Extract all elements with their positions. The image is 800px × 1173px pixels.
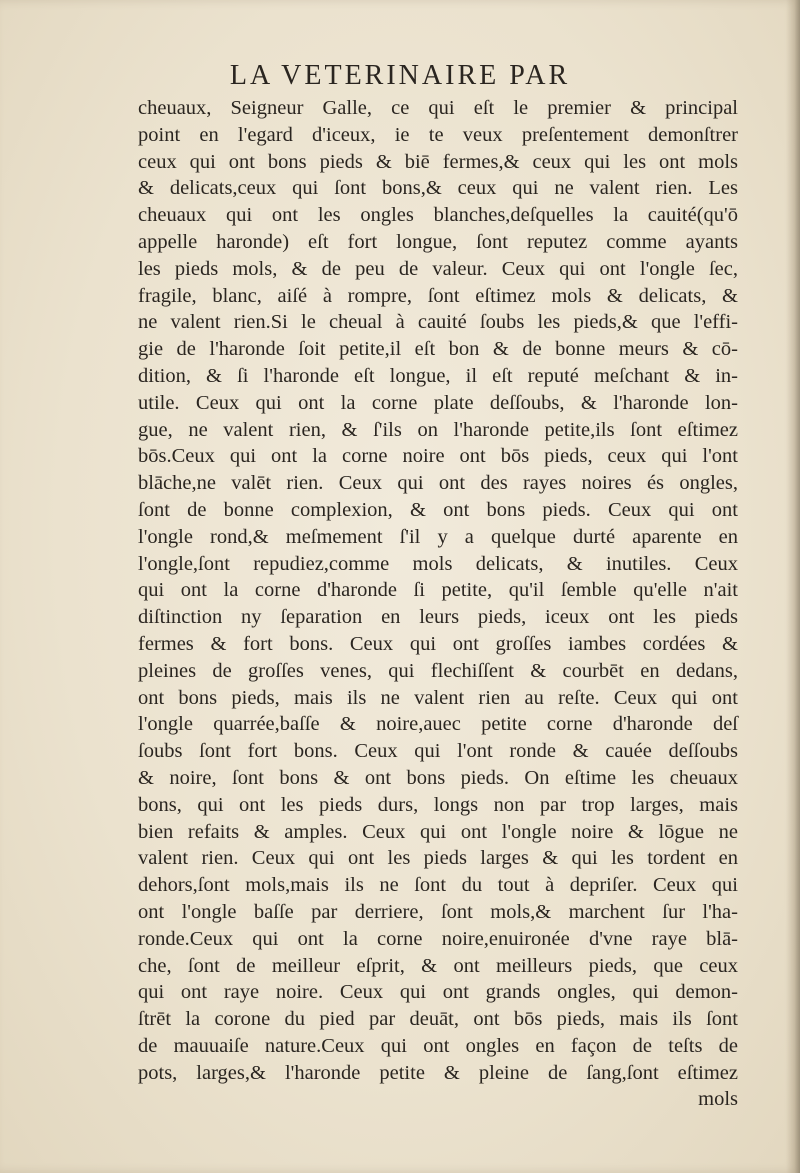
text-line: diſtinction ny ſeparation en leurs pieds, iceux ont les pieds — [138, 606, 738, 629]
text-line: les pieds mols, & de peu de valeur. Ceux qui ont l'ongle ſec, — [138, 257, 738, 280]
text-line: valent rien. Ceux qui ont les pieds larges & qui les tordent en — [138, 847, 738, 870]
text-line: gie de l'haronde ſoit petite,il eſt bon & de bonne meurs & cō- — [138, 338, 738, 361]
text-line: ſoubs ſont fort bons. Ceux qui l'ont ronde & cauée deſſoubs — [138, 740, 738, 763]
text-line: bons, qui ont les pieds durs, longs non par trop larges, mais — [138, 793, 738, 816]
text-line: ceux qui ont bons pieds & biē fermes,& ceux qui les ont mols — [138, 150, 738, 173]
text-line: qui ont la corne d'haronde ſi petite, qu'il ſemble qu'elle n'ait — [138, 579, 738, 602]
text-line: ont bons pieds, mais ils ne valent rien au reſte. Ceux qui ont — [138, 686, 738, 709]
text-line: cheuaux, Seigneur Galle, ce qui eſt le premier & principal — [138, 97, 738, 119]
text-line: point en l'egard d'iceux, ie te veux preſentement demonſtrer — [138, 123, 738, 146]
text-line: & noire, ſont bons & ont bons pieds. On eſtime les cheuaux — [138, 766, 738, 789]
text-line: bien refaits & amples. Ceux qui ont l'ongle noire & lōgue ne — [138, 820, 738, 843]
text-line: blāche,ne valēt rien. Ceux qui ont des rayes noires és ongles, — [138, 472, 738, 495]
text-line: de mauuaiſe nature.Ceux qui ont ongles en façon de teſts de — [138, 1034, 738, 1057]
text-line: l'ongle rond,& meſmement ſ'il y a quelque durté aparente en — [138, 525, 738, 548]
text-line: qui ont raye noire. Ceux qui ont grands ongles, qui demon- — [138, 981, 738, 1004]
catchword: mols — [698, 1088, 738, 1111]
text-line: dition, & ſi l'haronde eſt longue, il eſt reputé meſchant & in- — [138, 364, 738, 387]
text-line: & delicats,ceux qui ſont bons,& ceux qui ne valent rien. Les — [138, 177, 738, 200]
text-line: ſont de bonne complexion, & ont bons pieds. Ceux qui ont — [138, 498, 738, 521]
page-edge-shadow — [786, 0, 800, 1173]
text-line: che, ſont de meilleur eſprit, & ont meilleurs pieds, que ceux — [138, 954, 738, 977]
body-text — [138, 95, 738, 1113]
text-line: appelle haronde) eſt fort longue, ſont reputez comme ayants — [138, 230, 738, 253]
text-line: ne valent rien.Si le cheual à cauité ſoubs les pieds,& que l'effi- — [138, 311, 738, 334]
text-line: l'ongle quarrée,baſſe & noire,auec petite corne d'haronde deſ — [138, 713, 738, 736]
text-line: l'ongle,ſont repudiez,comme mols delicats, & inutiles. Ceux — [138, 552, 738, 575]
running-head: LA VETERINAIRE PAR — [229, 60, 571, 91]
text-line: utile. Ceux qui ont la corne plate deſſoubs, & l'haronde lon- — [138, 391, 738, 414]
text-line: fermes & fort bons. Ceux qui ont groſſes iambes cordées & — [138, 632, 738, 655]
text-line: pots, larges,& l'haronde petite & pleine de ſang,ſont eſtimez — [138, 1061, 738, 1084]
text-line: ſtrēt la corone du pied par deuāt, ont bōs pieds, mais ils ſont — [138, 1008, 738, 1031]
text-line: ont l'ongle baſſe par derriere, ſont mols,& marchent ſur l'ha- — [138, 900, 738, 923]
text-line: pleines de groſſes venes, qui flechiſſent & courbēt en dedans, — [138, 659, 738, 682]
text-line: fragile, blanc, aiſé à rompre, ſont eſtimez mols & delicats, & — [138, 284, 738, 307]
text-line: cheuaux qui ont les ongles blanches,deſquelles la cauité(qu'ō — [138, 204, 738, 227]
text-line: bōs.Ceux qui ont la corne noire ont bōs pieds, ceux qui l'ont — [138, 445, 738, 468]
text-line: dehors,ſont mols,mais ils ne ſont du tout à depriſer. Ceux qui — [138, 874, 738, 897]
text-line: gue, ne valent rien, & ſ'ils on l'haronde petite,ils ſont eſtimez — [138, 418, 738, 441]
text-line: ronde.Ceux qui ont la corne noire,enuironée d'vne raye blā- — [138, 927, 738, 950]
